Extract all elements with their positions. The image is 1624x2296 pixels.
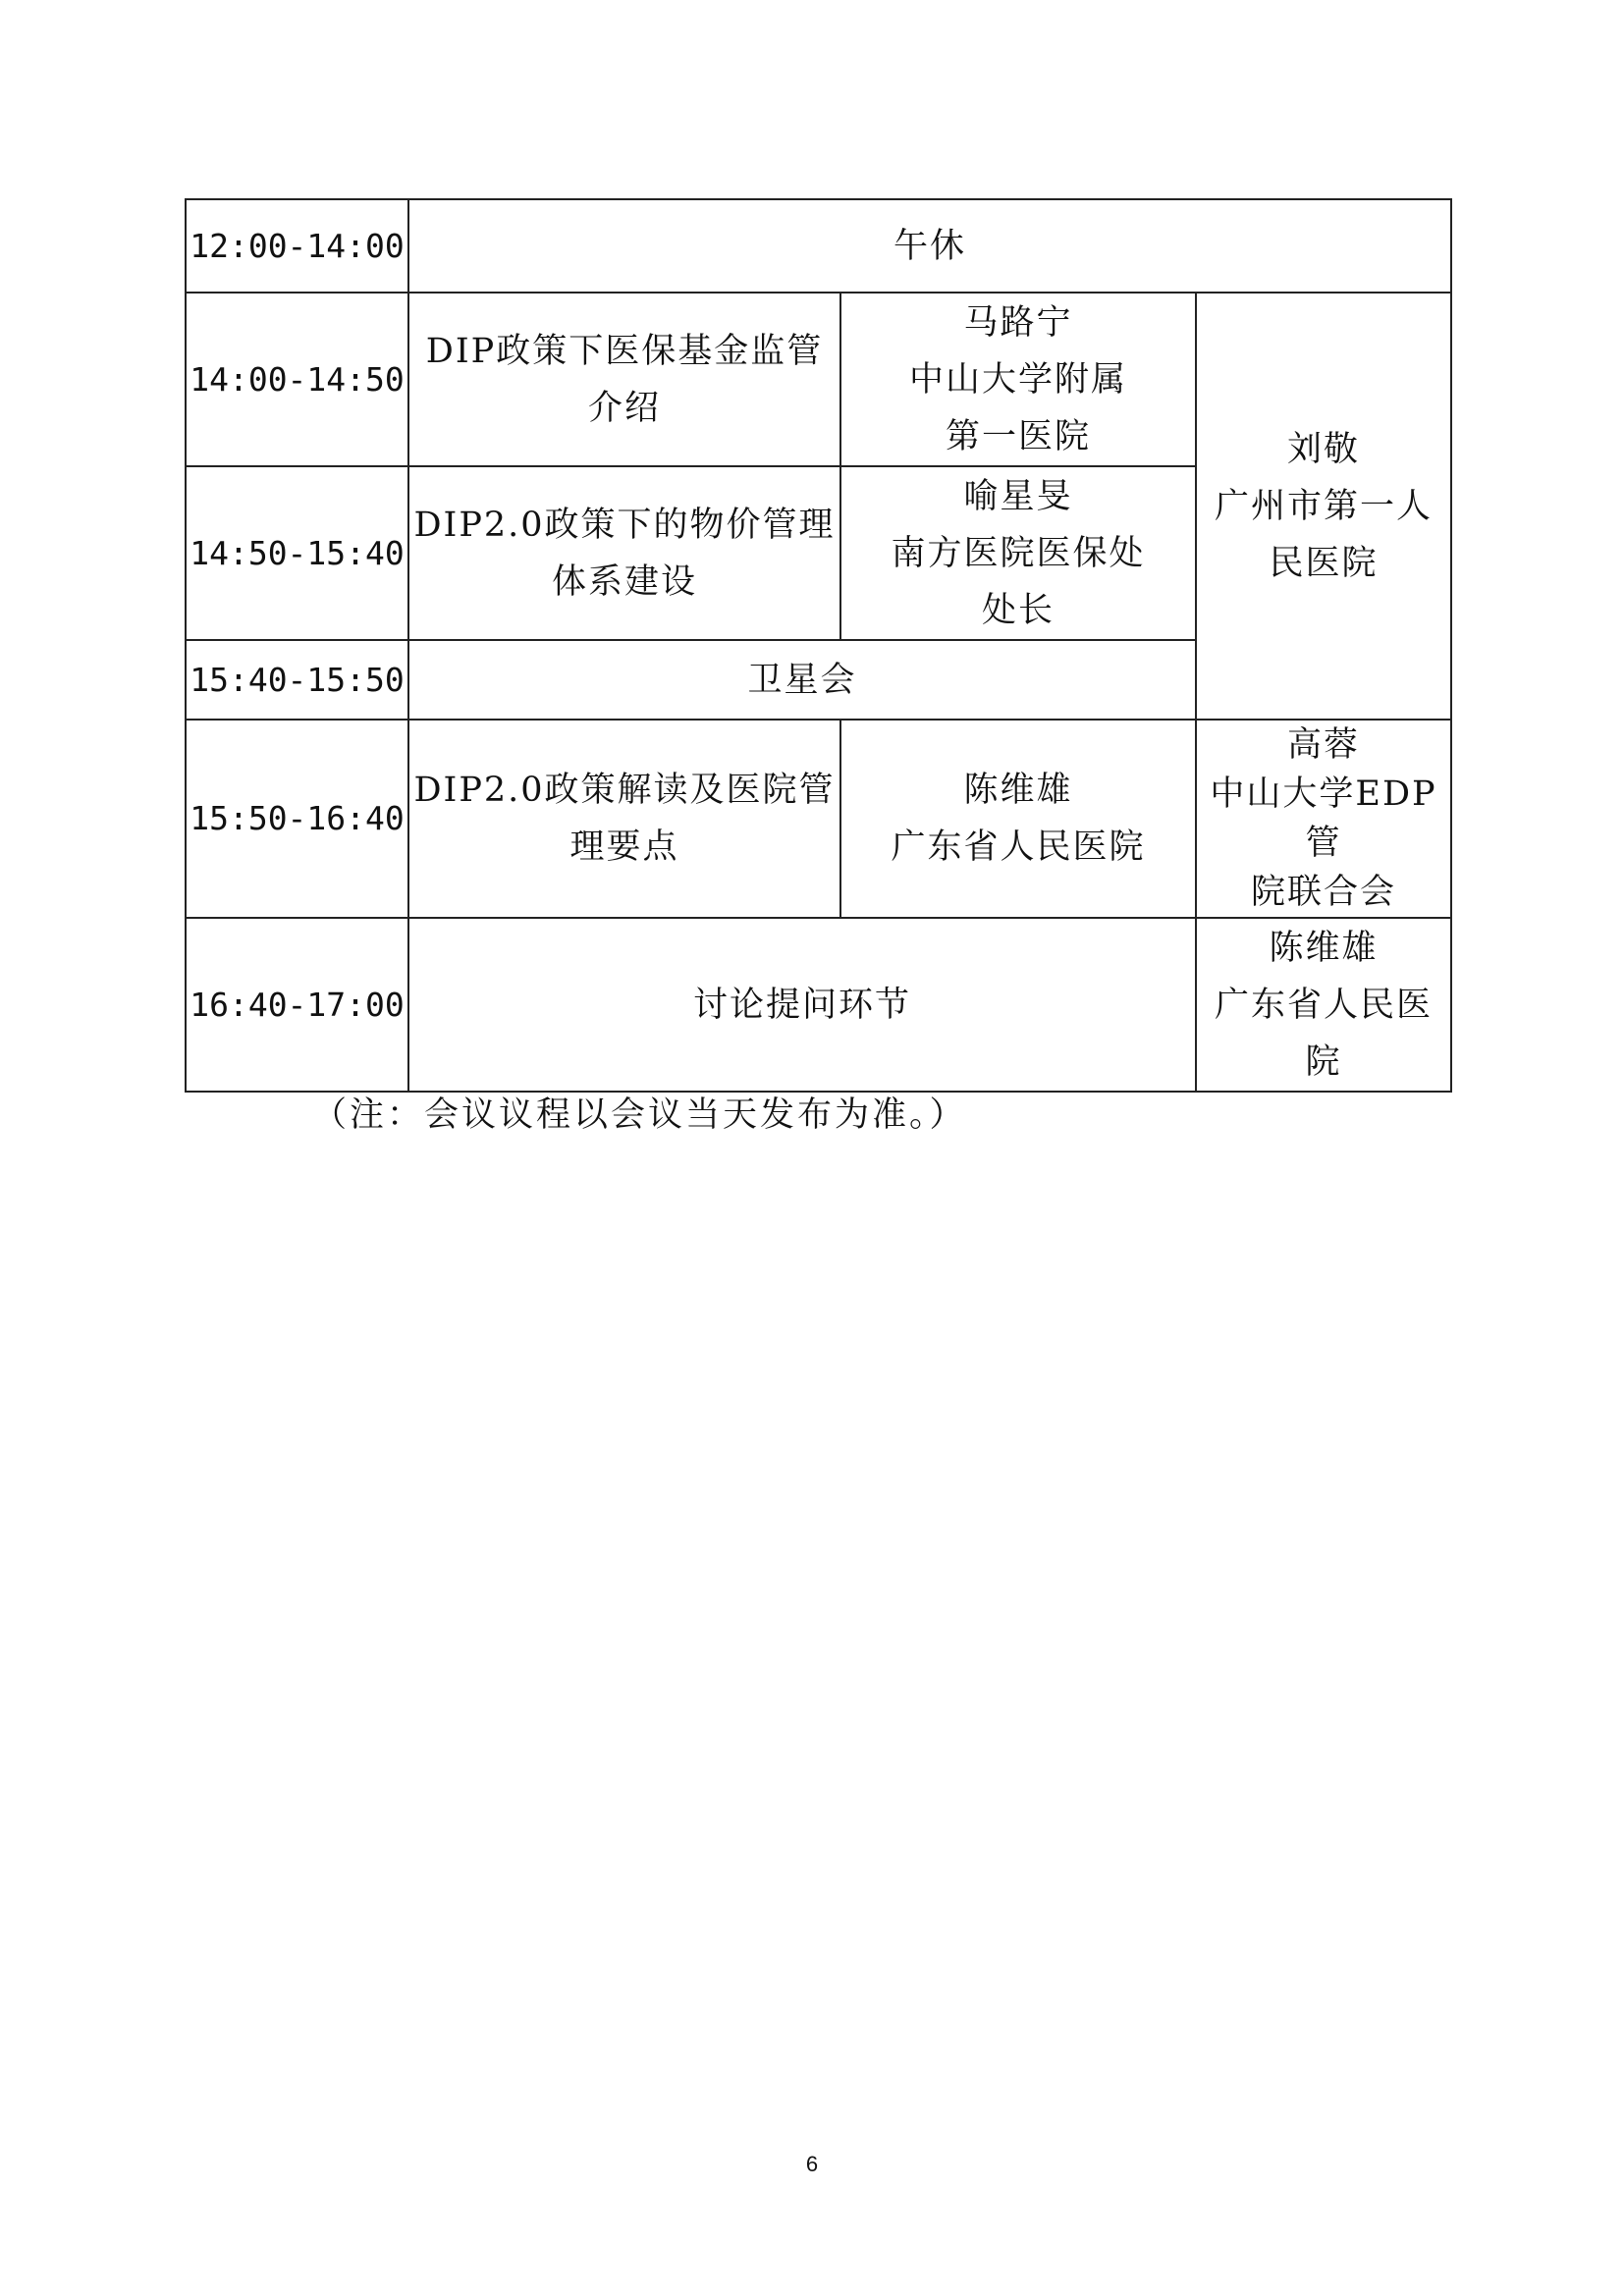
speaker-affiliation: 处长 [981, 590, 1055, 630]
chair-name: 陈维雄 [1269, 928, 1379, 968]
time-cell: 15:50-16:40 [186, 720, 408, 918]
speaker-name: 喻星旻 [963, 476, 1073, 516]
topic-line: DIP政策下医保基金监管 [425, 331, 824, 371]
speaker-affiliation: 第一医院 [945, 416, 1091, 456]
chair-affiliation: 中山大学EDP管 [1210, 774, 1437, 863]
table-row [186, 918, 1451, 1092]
topic-cell [408, 720, 840, 918]
table-row [186, 720, 1451, 918]
speaker-cell [840, 293, 1196, 466]
topic-cell [408, 293, 840, 466]
speaker-name: 马路宁 [963, 302, 1073, 343]
speaker-name: 陈维雄 [963, 771, 1073, 810]
speaker-cell [840, 720, 1196, 918]
chair-cell [1196, 720, 1451, 918]
speaker-affiliation: 中山大学附属 [908, 359, 1127, 400]
chair-name: 高蓉 [1287, 725, 1361, 765]
agenda-note: （注：会议议程以会议当天发布为准。） [312, 1095, 967, 1135]
speaker-affiliation: 南方医院医保处 [891, 533, 1146, 573]
speaker-affiliation: 广东省人民医院 [891, 828, 1146, 867]
topic-cell [408, 466, 840, 640]
speaker-cell [840, 466, 1196, 640]
chair-name: 刘敬 [1287, 429, 1361, 469]
chair-cell [1196, 293, 1451, 720]
chair-cell [1196, 918, 1451, 1092]
table-row [186, 293, 1451, 466]
chair-affiliation: 广东省人民医 [1215, 985, 1434, 1025]
table-row [186, 199, 1451, 293]
time-cell: 14:00-14:50 [186, 293, 408, 466]
topic-cell: 午休 [408, 199, 1451, 293]
chair-affiliation: 院联合会 [1251, 873, 1397, 912]
chair-affiliation: 广州市第一人 [1215, 486, 1434, 526]
chair-affiliation: 民医院 [1269, 543, 1379, 583]
time-cell: 15:40-15:50 [186, 640, 408, 720]
topic-line: 介绍 [587, 388, 661, 428]
chair-affiliation: 院 [1305, 1041, 1342, 1082]
topic-cell: 卫星会 [408, 640, 1196, 720]
topic-line: 理要点 [569, 828, 679, 867]
time-cell: 16:40-17:00 [186, 918, 408, 1092]
topic-cell: 讨论提问环节 [408, 918, 1196, 1092]
topic-line: DIP2.0政策解读及医院管 [413, 771, 836, 810]
time-cell: 12:00-14:00 [186, 199, 408, 293]
topic-line: 体系建设 [551, 561, 697, 602]
agenda-table [185, 198, 1452, 1093]
topic-line: DIP2.0政策下的物价管理 [413, 505, 836, 545]
time-cell: 14:50-15:40 [186, 466, 408, 640]
page-number: 6 [805, 2152, 819, 2176]
